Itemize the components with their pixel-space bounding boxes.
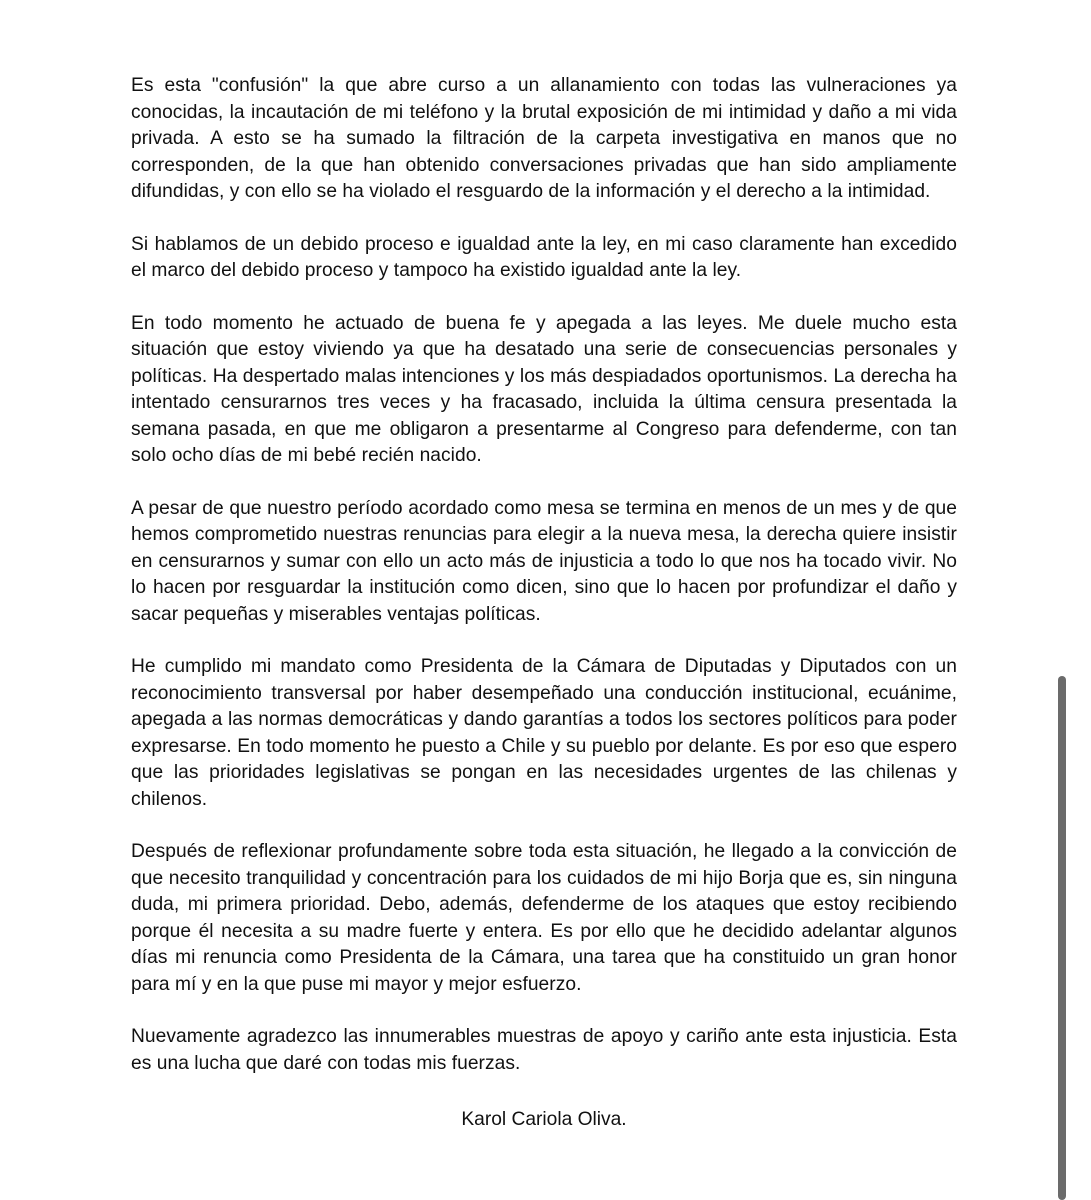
paragraph-5: He cumplido mi mandato como Presidenta de la Cámara de Diputadas y Diputados con un reconocimiento transversal por haber desempeñado una conducción institucional, ecuánime, apegada a las normas democráticas y dando garantías a todos los sectores políticos para poder expresarse. En todo momento he puesto a Chile y su pueblo por delante. Es por eso que espero que las prioridades legislativas se pongan en las necesidades urgentes de las chilenas y chilenos. <box>131 656 957 810</box>
paragraph-3: En todo momento he actuado de buena fe y apegada a las leyes. Me duele mucho esta situación que estoy viviendo ya que ha desatado una serie de consecuencias personales y políticas. Ha despertado malas intenciones y los más despiadados oportunismos. La derecha ha intentado censurarnos tres veces y ha fracasado, incluida la última censura presentada la semana pasada, en que me obligaron a presentarme al Congreso para defenderme, con tan solo ocho días de mi bebé recién nacido. <box>131 312 957 466</box>
paragraph-1: Es esta "confusión" la que abre curso a un allanamiento con todas las vulneraciones ya conocidas, la incautación de mi teléfono y la brutal exposición de mi intimidad y daño a mi vida privada. A esto se ha sumado la filtración de la carpeta investigativa en manos que no corresponden, de la que han obtenido conversaciones privadas que han sido ampliamente difundidas, y con ello se ha violado el resguardo de la información y el derecho a la intimidad. <box>131 75 957 202</box>
signature: Karol Cariola Oliva. <box>461 1109 627 1130</box>
paragraph-4: A pesar de que nuestro período acordado como mesa se termina en menos de un mes y de que hemos comprometido nuestras renuncias para elegir a la nueva mesa, la derecha quiere insistir en censurarnos y sumar con ello un acto más de injusticia a todo lo que nos ha tocado vivir. No lo hacen por resguardar la institución como dicen, sino que lo hacen por profundizar el daño y sacar pequeñas y miserables ventajas políticas. <box>131 497 957 625</box>
paragraph-2: Si hablamos de un debido proceso e igualdad ante la ley, en mi caso claramente han excedido el marco del debido proceso y tampoco ha existido igualdad ante la ley. <box>131 233 957 281</box>
paragraph-7: Nuevamente agradezco las innumerables muestras de apoyo y cariño ante esta injusticia. Esta es una lucha que daré con todas mis fuerzas. <box>131 1026 957 1074</box>
letter-body <box>131 73 957 1134</box>
vertical-scrollbar-thumb[interactable] <box>1058 676 1066 1200</box>
paragraph-6: Después de reflexionar profundamente sobre toda esta situación, he llegado a la convicción de que necesito tranquilidad y concentración para los cuidados de mi hijo Borja que es, sin ninguna duda, mi primera prioridad. Debo, además, defenderme de los ataques que estoy recibiendo porque él necesita a su madre fuerte y entera. Es por ello que he decidido adelantar algunos días mi renuncia como Presidenta de la Cámara, una tarea que ha constituido un gran honor para mí y en la que puse mi mayor y mejor esfuerzo. <box>131 841 957 995</box>
